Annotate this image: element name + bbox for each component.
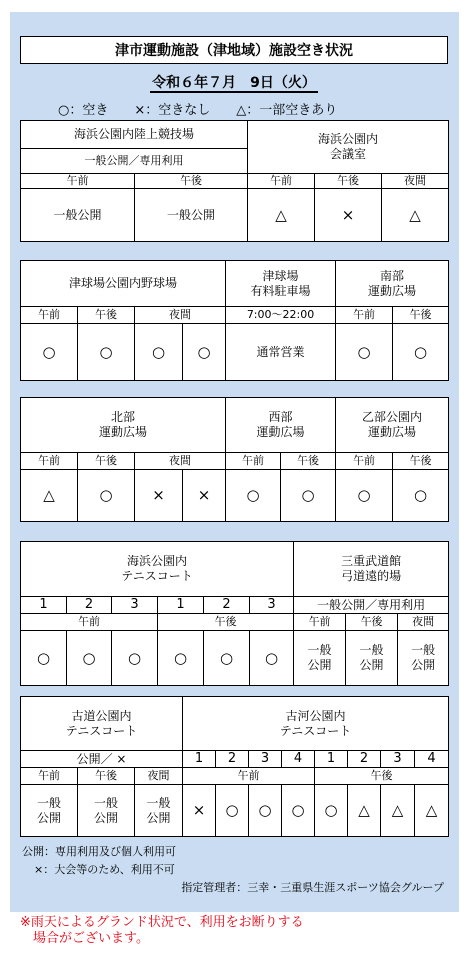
page-title: 津市運動施設（津地域）施設空き状況 [20,36,448,64]
court-number: 2 [348,751,381,768]
availability-cell: ○ [281,470,336,522]
slot-header: 7:00～22:00 [226,307,336,324]
rain-warning: ※雨天によるグランド状況で、利用をお断りする 場合がございます。 [20,915,304,947]
availability-cell: △ [381,785,415,837]
table-seaside-tennis-budokan [20,541,449,686]
usage-type: 一般公開／専用利用 [294,597,449,614]
date-text: 令和６年７月 9日（火） [152,75,316,91]
court-number: 2 [216,751,249,768]
availability-cell: △ [348,785,381,837]
slot-header: 午前 [336,453,393,470]
court-number: 3 [250,597,294,614]
facility-name: 海浜公園内 テニスコート [21,542,294,597]
court-number: 2 [204,597,250,614]
court-number: 3 [112,597,158,614]
court-number: 4 [282,751,315,768]
availability-cell: ○ [393,470,449,522]
note-public: 公開：専用利用及び個人利用可 [22,845,176,858]
slot-header: 午後 [393,453,449,470]
slot-header: 夜間 [382,174,449,189]
availability-cell: 通常営業 [226,324,336,381]
availability-cell: 一般 公開 [346,631,398,686]
facility-name: 海浜公園内 会議室 [248,121,449,174]
availability-cell: 一般公開 [21,189,135,242]
availability-cell: ○ [183,324,226,381]
slot-header: 午後 [78,307,135,324]
availability-cell: 一般 公開 [21,785,78,837]
slot-header: 午前 [183,768,315,785]
availability-cell: 一般 公開 [398,631,449,686]
table-baseball-parking-south [20,260,449,381]
availability-cell: ○ [336,324,393,381]
availability-cell: 一般 公開 [294,631,346,686]
facility-name: 津球場 有料駐車場 [226,261,336,307]
availability-cell: △ [248,189,315,242]
availability-cell: 一般 公開 [78,785,135,837]
availability-cell: ○ [158,631,204,686]
court-number: 1 [183,751,216,768]
manager-note: 指定管理者：三幸・三重県生涯スポーツ協会グループ [181,881,444,894]
availability-cell: ○ [21,324,78,381]
slot-header: 午後 [78,453,135,470]
slot-header: 午前 [21,614,158,631]
availability-cell: △ [21,470,78,522]
availability-cell: ○ [249,785,282,837]
slot-header: 午後 [315,174,382,189]
facility-name: 西部 運動広場 [226,398,336,453]
availability-cell: ○ [78,324,135,381]
availability-cell: ○ [112,631,158,686]
slot-header: 午後 [158,614,294,631]
slot-header: 午後 [315,768,449,785]
availability-cell: ○ [336,470,393,522]
availability-cell: △ [382,189,449,242]
availability-cell: × [183,785,216,837]
slot-header: 午前 [248,174,315,189]
court-number: 3 [249,751,282,768]
availability-cell: ○ [135,324,183,381]
usage-type: 公開／ × [21,751,183,768]
availability-cell: × [183,470,226,522]
slot-header: 夜間 [135,453,226,470]
facility-name: 海浜公園内陸上競技場 [21,121,248,149]
facility-name: 北部 運動広場 [21,398,226,453]
facility-name: 乙部公園内 運動広場 [336,398,449,453]
availability-cell: ○ [393,324,449,381]
note-cross: ×：大会等のため、利用不可 [34,863,175,876]
facility-name: 南部 運動広場 [336,261,449,307]
court-number: 2 [67,597,112,614]
slot-header: 午後 [78,768,135,785]
table-seaside-athletics-meeting [20,120,449,242]
slot-header: 午後 [346,614,398,631]
slot-header: 午後 [281,453,336,470]
slot-header: 午後 [393,307,449,324]
slot-header: 夜間 [135,768,183,785]
slot-header: 午前 [21,307,78,324]
usage-type: 一般公開／専用利用 [21,149,248,174]
court-number: 1 [315,751,348,768]
slot-header: 午前 [21,768,78,785]
availability-cell: ○ [315,785,348,837]
availability-cell: ○ [282,785,315,837]
availability-cell: × [315,189,382,242]
availability-cell: × [135,470,183,522]
table-furumichi-furukawa-tennis [20,696,449,837]
slot-header: 午前 [21,174,135,189]
facility-name: 古道公園内 テニスコート [21,697,183,751]
availability-cell: 一般公開 [135,189,248,242]
slot-header: 夜間 [398,614,449,631]
court-number: 3 [381,751,415,768]
availability-cell: ○ [21,631,67,686]
facility-name: 三重武道館 弓道遠的場 [294,542,449,597]
slot-header: 午前 [21,453,78,470]
table-north-west-otobe [20,397,449,522]
slot-header: 午後 [135,174,248,189]
availability-cell: ○ [216,785,249,837]
slot-header: 夜間 [135,307,226,324]
facility-name: 古河公園内 テニスコート [183,697,449,751]
court-number: 1 [21,597,67,614]
slot-header: 午前 [294,614,346,631]
date-line [0,72,468,92]
availability-cell: ○ [226,470,281,522]
court-number: 1 [158,597,204,614]
availability-cell: △ [415,785,449,837]
facility-name: 津球場公園内野球場 [21,261,226,307]
availability-cell: ○ [67,631,112,686]
slot-header: 午前 [336,307,393,324]
availability-cell: ○ [250,631,294,686]
legend: ○：空き ×：空きなし △：一部空きあり [58,103,338,118]
availability-cell: 一般 公開 [135,785,183,837]
court-number: 4 [415,751,449,768]
slot-header: 午前 [226,453,281,470]
availability-cell: ○ [78,470,135,522]
availability-cell: ○ [204,631,250,686]
